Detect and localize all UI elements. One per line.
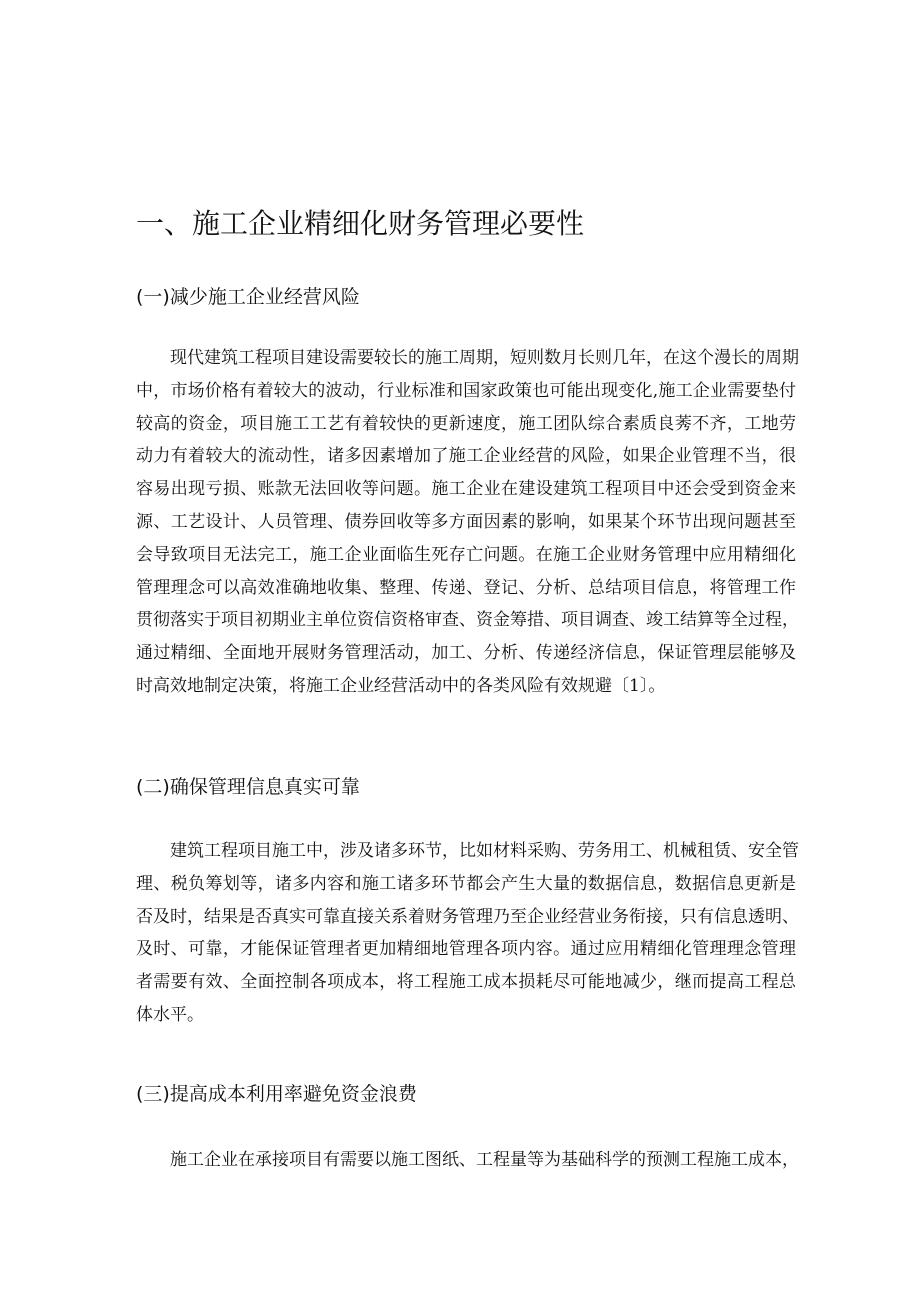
section-heading-3: (三)提高成本利用率避免资金浪费 — [136, 1083, 417, 1105]
paragraph-line: 管理理念可以高效准确地收集、整理、传递、登记、分析、总结项目信息，将管理工作 — [136, 577, 796, 598]
paragraph-line: 贯彻落实于项目初期业主单位资信资格审查、资金筹措、项目调查、竣工结算等全过程， — [136, 610, 799, 631]
paragraph-line: 者需要有效、全面控制各项成本，将工程施工成本损耗尽可能地减少，继而提高工程总 — [136, 972, 796, 993]
paragraph-line: 容易出现亏损、账款无法回收等问题。施工企业在建设建筑工程项目中还会受到资金来 — [136, 479, 796, 500]
paragraph-line: 建筑工程项目施工中，涉及诸多环节，比如材料采购、劳务用工、机械租赁、安全管 — [170, 841, 799, 861]
paragraph-line: 较高的资金，项目施工工艺有着较快的更新速度，施工团队综合素质良莠不齐，工地劳 — [136, 413, 796, 434]
paragraph-line: 源、工艺设计、人员管理、债券回收等多方面因素的影响，如果某个环节出现问题甚至 — [136, 511, 796, 532]
section-paragraph-2 — [136, 835, 799, 1032]
paragraph-line: 中，市场价格有着较大的波动，行业标准和国家政策也可能出现变化,施工企业需要垫付 — [136, 380, 796, 401]
section-paragraph-1 — [136, 342, 799, 703]
paragraph-line: 施工企业在承接项目有需要以施工图纸、工程量等为基础科学的预测工程施工成本， — [170, 1150, 799, 1170]
paragraph-line: 及时、可靠，才能保证管理者更加精细地管理各项内容。通过应用精细化管理理念管理 — [136, 939, 796, 960]
paragraph-line: 体水平。 — [136, 1004, 204, 1025]
paragraph-line: 会导致项目无法完工，施工企业面临生死存亡问题。在施工企业财务管理中应用精细化 — [136, 544, 796, 565]
paragraph-line: 通过精细、全面地开展财务管理活动，加工、分析、传递经济信息，保证管理层能够及 — [136, 643, 796, 664]
paragraph-line: 否及时，结果是否真实可靠直接关系着财务管理乃至企业经营业务衔接，只有信息透明、 — [136, 906, 799, 927]
paragraph-line: 时高效地制定决策，将施工企业经营活动中的各类风险有效规避〔1〕。 — [136, 675, 666, 696]
paragraph-line: 理、税负筹划等，诸多内容和施工诸多环节都会产生大量的数据信息，数据信息更新是 — [136, 873, 796, 894]
main-heading: 一、施工企业精细化财务管理必要性 — [136, 207, 585, 240]
paragraph-line: 动力有着较大的流动性，诸多因素增加了施工企业经营的风险，如果企业管理不当，很 — [136, 446, 796, 467]
section-heading-1: (一)减少施工企业经营风险 — [136, 286, 360, 308]
section-heading-2: (二)确保管理信息真实可靠 — [136, 776, 360, 798]
section-paragraph-3 — [136, 1144, 799, 1177]
paragraph-line: 现代建筑工程项目建设需要较长的施工周期，短则数月长则几年，在这个漫长的周期 — [170, 348, 799, 368]
